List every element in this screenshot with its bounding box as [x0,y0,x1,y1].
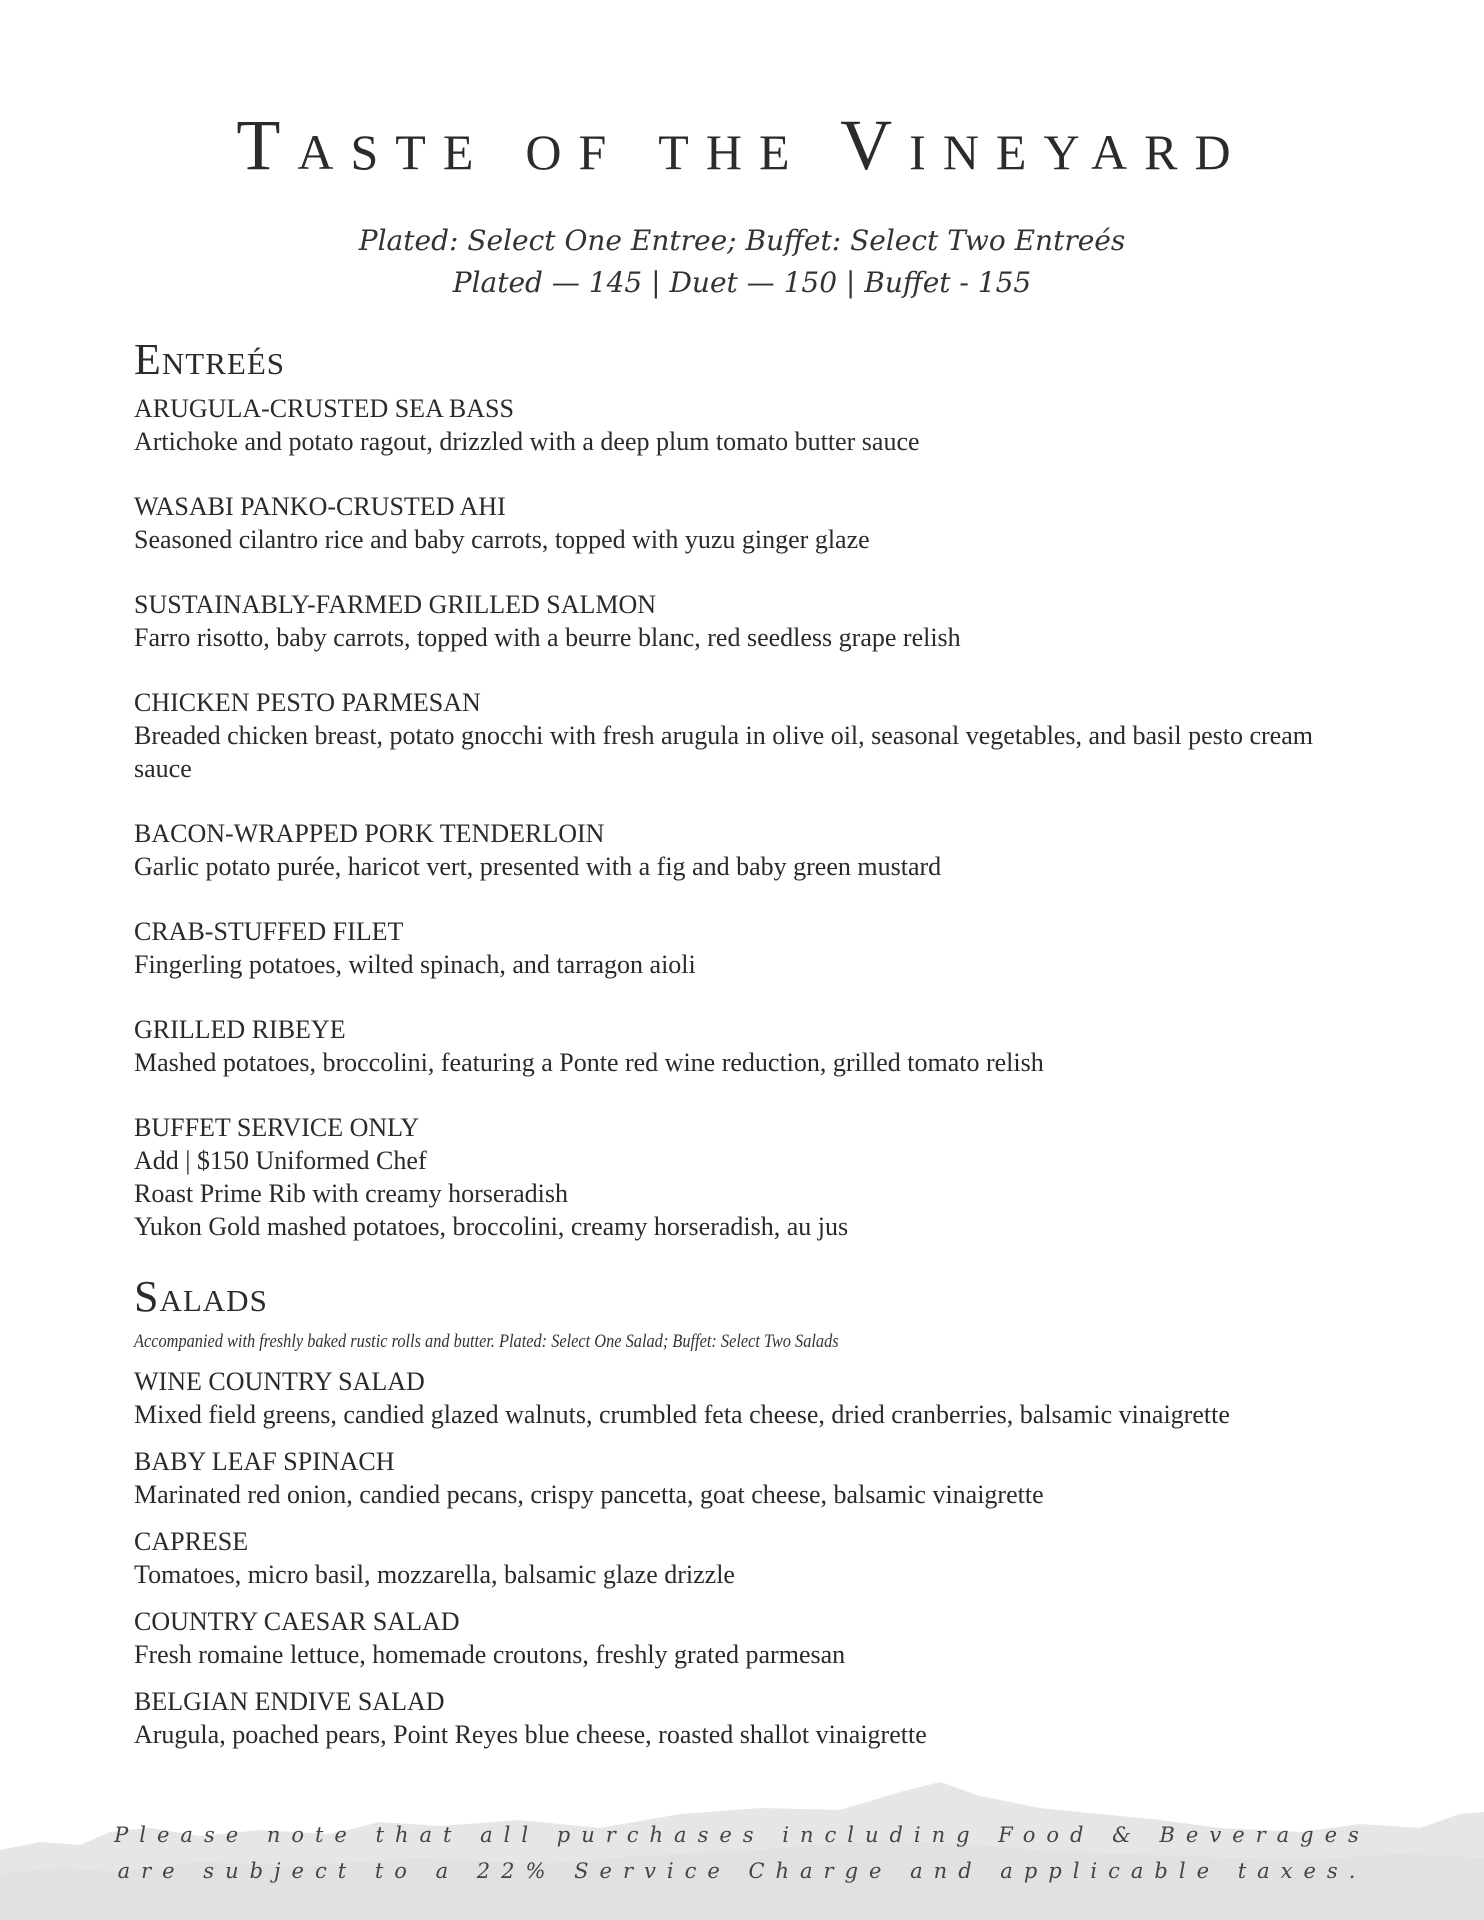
salad-item-name: WINE COUNTRY SALAD [134,1367,425,1396]
buffet-service-block [134,1111,1354,1243]
subtitle-selection: Plated: Select One Entree; Buffet: Select Two Entreés [358,224,1126,257]
menu-item-name: GRILLED RIBEYE [134,1015,346,1044]
salad-item-name: BELGIAN ENDIVE SALAD [134,1687,445,1716]
page-title: Taste of the Vineyard [236,105,1248,185]
menu-item-description: Seasoned cilantro rice and baby carrots, topped with yuzu ginger glaze [134,525,870,554]
subtitle [0,220,1484,304]
salads-section [134,1271,1354,1751]
menu-item-description: Artichoke and potato ragout, drizzled with a deep plum tomato butter sauce [134,427,920,456]
salad-item [134,1605,1354,1671]
service-charge-note [0,1817,1484,1889]
menu-item-name: BACON-WRAPPED PORK TENDERLOIN [134,819,605,848]
salad-item-name: CAPRESE [134,1527,249,1556]
salads-heading: Salads [134,1272,268,1321]
menu-item-name: CRAB-STUFFED FILET [134,917,404,946]
salad-item-name: BABY LEAF SPINACH [134,1447,395,1476]
menu-item [134,1013,1354,1079]
menu-content [134,334,1354,1765]
menu-item [134,915,1354,981]
salad-item [134,1685,1354,1751]
menu-item-description: Fingerling potatoes, wilted spinach, and tarragon aioli [134,950,696,979]
salad-item [134,1525,1354,1591]
buffet-chef-addon: Add | $150 Uniformed Chef [134,1146,427,1175]
salad-item-description: Mixed field greens, candied glazed walnuts, crumbled feta cheese, dried cranberries, balsamic vinaigrette [134,1400,1230,1429]
salad-item-description: Marinated red onion, candied pecans, crispy pancetta, goat cheese, balsamic vinaigrette [134,1480,1044,1509]
menu-item-description: Garlic potato purée, haricot vert, presented with a fig and baby green mustard [134,852,942,881]
salad-item [134,1365,1354,1431]
buffet-service-title: BUFFET SERVICE ONLY [134,1113,420,1142]
menu-item [134,490,1354,556]
menu-item-description: Farro risotto, baby carrots, topped with a beurre blanc, red seedless grape relish [134,623,961,652]
service-charge-line-1: Please note that all purchases including Food & Beverages [114,1823,1370,1847]
menu-item [134,588,1354,654]
menu-item [134,392,1354,458]
buffet-prime-rib: Roast Prime Rib with creamy horseradish [134,1179,568,1208]
salads-note: Accompanied with freshly baked rustic rolls and butter. Plated: Select One Salad; Buffet: Select Two Salads [134,1331,839,1352]
salad-item-description: Arugula, poached pears, Point Reyes blue cheese, roasted shallot vinaigrette [134,1720,927,1749]
menu-item-description: Breaded chicken breast, potato gnocchi with fresh arugula in olive oil, seasonal vegetables, and basil pesto cream sauce [134,721,1313,783]
menu-item-description: Mashed potatoes, broccolini, featuring a Ponte red wine reduction, grilled tomato relish [134,1048,1044,1077]
buffet-sides: Yukon Gold mashed potatoes, broccolini, creamy horseradish, au jus [134,1212,849,1241]
menu-item-name: ARUGULA-CRUSTED SEA BASS [134,394,514,423]
entrees-heading: Entreés [134,335,285,384]
salad-item [134,1445,1354,1511]
service-charge-line-2: are subject to a 22% Service Charge and applicable taxes. [117,1859,1367,1883]
salad-item-description: Fresh romaine lettuce, homemade croutons, freshly grated parmesan [134,1640,846,1669]
salad-item-description: Tomatoes, micro basil, mozzarella, balsamic glaze drizzle [134,1560,735,1589]
menu-item-name: SUSTAINABLY-FARMED GRILLED SALMON [134,590,657,619]
subtitle-pricing: Plated — 145 | Duet — 150 | Buffet - 155 [452,266,1032,299]
menu-item-name: WASABI PANKO-CRUSTED AHI [134,492,506,521]
menu-item [134,686,1354,785]
menu-item-name: CHICKEN PESTO PARMESAN [134,688,481,717]
salad-item-name: COUNTRY CAESAR SALAD [134,1607,460,1636]
menu-item [134,817,1354,883]
